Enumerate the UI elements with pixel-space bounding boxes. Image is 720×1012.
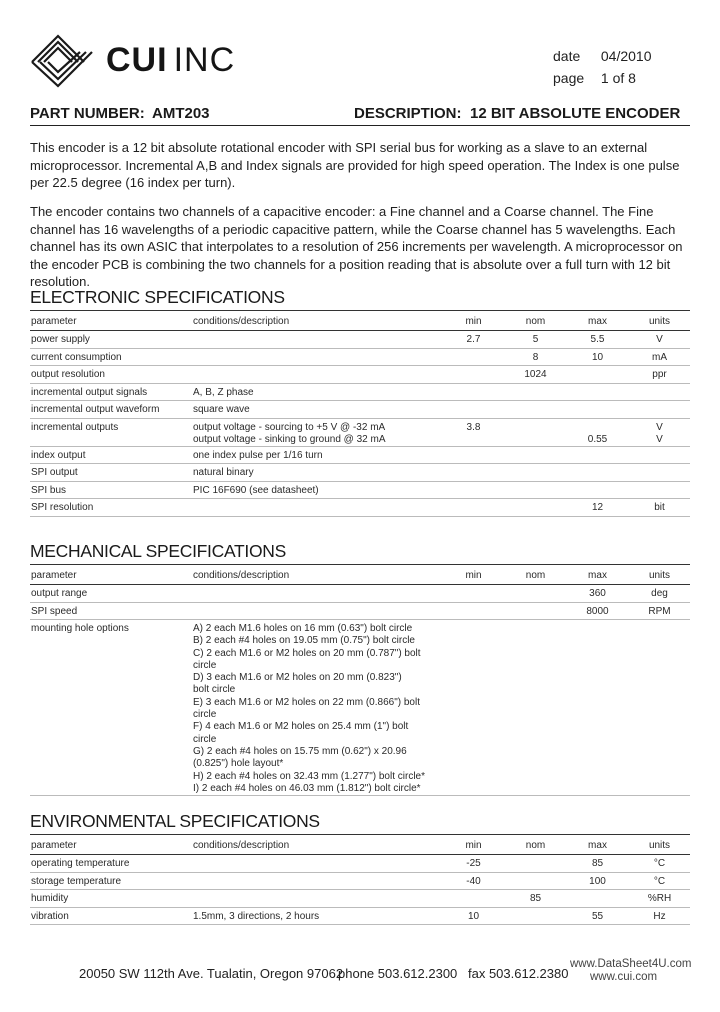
cell-max [566,383,628,401]
cell-max: 12 [566,499,628,517]
header-max: max [566,567,628,585]
cell-conditions-line: B) 2 each #4 holes on 19.05 mm (0.75") bolt circle [193,635,415,647]
cell-min: 2.7 [442,331,504,349]
environmental-section-title: ENVIRONMENTAL SPECIFICATIONS [30,811,320,831]
table-row [30,348,690,366]
cell-parameter: current consumption [30,348,192,366]
cell-max: 100 [566,872,628,890]
table-row [30,401,690,419]
cell-units: %RH [628,890,690,908]
cell-units: RPM [628,602,690,620]
cell-units: V [628,331,690,349]
description-value: 12 BIT ABSOLUTE ENCODER [470,105,681,122]
cell-max [566,620,628,796]
cell-nom: 1024 [504,366,566,384]
cell-nom [504,620,566,796]
cell-parameter: mounting hole options [30,620,192,796]
cell-max [566,481,628,499]
table-row [30,855,690,873]
cell-conditions [192,418,442,446]
cell-nom [504,499,566,517]
cell-min [442,401,504,419]
cell-conditions: one index pulse per 1/16 turn [192,446,442,464]
table-row [30,890,690,908]
cell-parameter: power supply [30,331,192,349]
cell-nom [504,585,566,603]
cell-conditions [192,872,442,890]
footer-web [570,958,691,984]
cell-min [442,481,504,499]
cell-conditions: 1.5mm, 3 directions, 2 hours [192,907,442,925]
cell-max: 360 [566,585,628,603]
cell-min: 3.8 [442,418,504,446]
cell-conditions [192,855,442,873]
table-row [30,620,690,796]
footer-address: 20050 SW 112th Ave. Tualatin, Oregon 97062 [79,966,344,981]
cell-conditions [192,331,442,349]
cell-units [628,418,690,446]
cell-max [566,446,628,464]
cell-conditions [192,602,442,620]
cell-min [442,585,504,603]
intro-paragraph-1: This encoder is a 12 bit absolute rotational encoder with SPI serial bus for working as a slave to an external microprocessor. Incremental A,B and Index signals are provided for high speed operation. The Index is one pulse per 22.5 degree (16 index per turn). [30,140,680,190]
cell-conditions-line: H) 2 each #4 holes on 32.43 mm (1.277") bolt circle* [193,770,426,782]
cell-units [628,383,690,401]
table-header-row [30,313,690,331]
cell-max: 55 [566,907,628,925]
cell-nom [504,872,566,890]
cell-max-line [567,422,628,434]
cell-parameter: output resolution [30,366,192,384]
cell-conditions: natural binary [192,464,442,482]
table-header-row [30,837,690,855]
footer-contact [79,966,569,981]
cell-units: Hz [628,907,690,925]
brand-light: INC [173,41,236,79]
watermark-link[interactable]: www.DataSheet4U.com [570,958,692,970]
cell-nom [504,446,566,464]
cell-conditions-line: A) 2 each M1.6 holes on 16 mm (0.63") bolt circle [193,623,413,634]
part-number-value: AMT203 [152,105,210,122]
cell-units [628,401,690,419]
cell-min [442,464,504,482]
cell-conditions-line: output voltage - sinking to ground @ 32 mA [193,433,386,445]
cell-min: 10 [442,907,504,925]
header-nom: nom [504,567,566,585]
cell-nom [504,464,566,482]
section-divider [30,834,690,835]
table-header-row [30,567,690,585]
header-units: units [628,313,690,331]
cell-nom [504,481,566,499]
page-label: page [553,70,585,86]
description-label: DESCRIPTION: [354,105,462,122]
cell-conditions-line: bolt circle [193,684,236,696]
cell-parameter: storage temperature [30,872,192,890]
cell-parameter: SPI speed [30,602,192,620]
cell-min [442,890,504,908]
title-bar [30,105,690,126]
header-parameter: parameter [30,313,192,331]
cell-conditions [192,585,442,603]
table-row [30,907,690,925]
cell-conditions-line: circle [193,659,217,671]
cell-max: 10 [566,348,628,366]
page-line [553,70,636,86]
cell-units [628,620,690,796]
table-row [30,602,690,620]
cell-conditions-line: F) 4 each M1.6 or M2 holes on 25.4 mm (1") bolt [193,721,409,733]
cell-units-line: V [656,433,663,445]
cell-min [442,366,504,384]
cell-units: mA [628,348,690,366]
table-row [30,366,690,384]
header-units: units [628,837,690,855]
cell-min [442,348,504,366]
cell-parameter: humidity [30,890,192,908]
cell-conditions [192,366,442,384]
cell-units: ppr [628,366,690,384]
header-parameter: parameter [30,837,192,855]
footer-phone: phone 503.612.2300 [338,966,458,981]
header-nom: nom [504,313,566,331]
electronic-spec-table [30,313,690,517]
cell-units [628,464,690,482]
cell-max [566,890,628,908]
cell-parameter: vibration [30,907,192,925]
cell-conditions [192,499,442,517]
cell-units: bit [628,499,690,517]
cell-max-line: 0.55 [587,433,608,445]
cell-max [566,464,628,482]
intro-paragraph-2: The encoder contains two channels of a capacitive encoder: a Fine channel and a Coarse channel. The Fine channel has 16 wavelengths of a periodic capacitive pattern, while the Coarse channel has 5 wavelengths. Each channel has its own ASIC that interpolates to a resolution of 256 increments per wavelength. A microprocessor on the encoder PCB is combining the two channels for a position reading that is absolute over a full turn with 12 bit resolution. [30,204,683,289]
header-conditions: conditions/description [192,567,442,585]
cell-min [442,383,504,401]
header-min: min [442,837,504,855]
cell-units: °C [628,872,690,890]
header-max: max [566,313,628,331]
cell-max: 85 [566,855,628,873]
cell-units: °C [628,855,690,873]
cell-conditions-line: circle [193,733,217,745]
table-row [30,872,690,890]
table-row [30,464,690,482]
cell-conditions-line: (0.825") hole layout* [193,758,284,770]
cell-max: 5.5 [566,331,628,349]
cui-logo-icon [30,34,94,88]
date-line [553,48,652,64]
cell-parameter: incremental outputs [30,418,192,446]
date-label: date [553,48,581,64]
cell-conditions [192,348,442,366]
cell-nom [504,907,566,925]
header-nom: nom [504,837,566,855]
cell-conditions-line: I) 2 each #4 holes on 46.03 mm (1.812") bolt circle* [193,782,421,794]
mechanical-section-title: MECHANICAL SPECIFICATIONS [30,541,287,561]
cell-nom [504,602,566,620]
cell-parameter: SPI bus [30,481,192,499]
part-number-label: PART NUMBER: [30,105,145,122]
table-row [30,585,690,603]
table-row [30,383,690,401]
cell-conditions [192,620,442,796]
table-row [30,499,690,517]
cell-conditions: square wave [192,401,442,419]
cell-nom [504,383,566,401]
cell-conditions: A, B, Z phase [192,383,442,401]
cell-conditions-line: C) 2 each M1.6 or M2 holes on 20 mm (0.787") bolt [193,647,421,659]
header-min: min [442,567,504,585]
header-conditions: conditions/description [192,313,442,331]
cell-max: 8000 [566,602,628,620]
table-row [30,331,690,349]
cell-conditions: PIC 16F690 (see datasheet) [192,481,442,499]
website-link[interactable]: www.cui.com [590,971,658,983]
header-parameter: parameter [30,567,192,585]
cell-min [442,499,504,517]
cell-units: deg [628,585,690,603]
cell-nom [504,418,566,446]
cell-nom: 8 [504,348,566,366]
cell-conditions-line: D) 3 each M1.6 or M2 holes on 20 mm (0.823") [193,672,402,684]
cell-min: -40 [442,872,504,890]
cell-parameter: output range [30,585,192,603]
table-row [30,481,690,499]
cell-conditions-line: output voltage - sourcing to +5 V @ -32 mA [193,421,386,433]
cell-nom: 85 [504,890,566,908]
cell-max [566,366,628,384]
cell-conditions [192,890,442,908]
cell-conditions-line: circle [193,709,217,721]
cell-parameter: operating temperature [30,855,192,873]
header-units: units [628,567,690,585]
cell-parameter: index output [30,446,192,464]
cell-parameter: incremental output waveform [30,401,192,419]
cell-min [442,602,504,620]
cell-units-line: V [656,421,663,433]
table-row [30,418,690,446]
cell-min [442,620,504,796]
environmental-spec-table [30,837,690,925]
footer-fax: fax 503.612.2380 [468,966,569,981]
cell-nom: 5 [504,331,566,349]
header-conditions: conditions/description [192,837,442,855]
cell-parameter: SPI output [30,464,192,482]
electronic-section-title: ELECTRONIC SPECIFICATIONS [30,287,285,307]
cell-max [566,401,628,419]
cell-min: -25 [442,855,504,873]
header-min: min [442,313,504,331]
cell-conditions-line: G) 2 each #4 holes on 15.75 mm (0.62") x 20.96 [193,745,407,757]
date-value: 04/2010 [600,48,652,64]
cell-nom [504,401,566,419]
brand-name [106,42,235,78]
cell-units [628,481,690,499]
table-row [30,446,690,464]
brand-bold: CUI [106,41,168,79]
cell-units [628,446,690,464]
cell-max [566,418,628,446]
cell-nom [504,855,566,873]
header-max: max [566,837,628,855]
section-divider [30,310,690,311]
cell-conditions-line: E) 3 each M1.6 or M2 holes on 22 mm (0.866") bolt [193,696,420,708]
cell-min [442,446,504,464]
page-value: 1 of 8 [600,70,636,86]
cell-parameter: incremental output signals [30,383,192,401]
section-divider [30,564,690,565]
mechanical-spec-table [30,567,690,796]
cell-parameter: SPI resolution [30,499,192,517]
